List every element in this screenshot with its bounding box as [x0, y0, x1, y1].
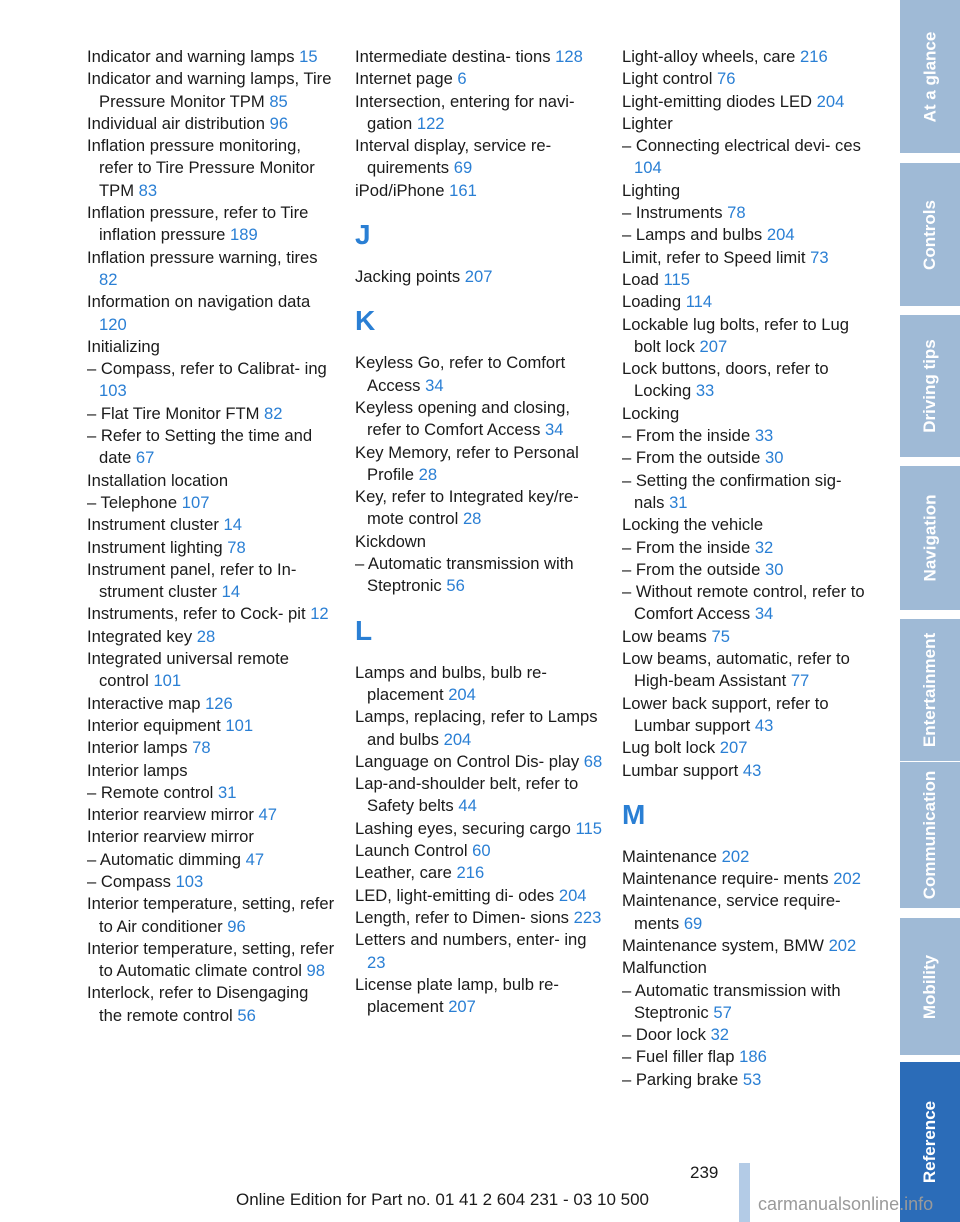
page-link[interactable]: 44: [458, 796, 477, 816]
index-entry: [622, 514, 870, 536]
page-link[interactable]: 207: [719, 738, 748, 758]
index-entry: [87, 871, 335, 893]
index-entry: [622, 890, 870, 935]
index-entry: [355, 46, 603, 68]
index-entry: [622, 403, 870, 425]
page-link[interactable]: 223: [573, 907, 602, 927]
page-link[interactable]: 23: [367, 952, 386, 972]
index-term: Information on navigation data: [87, 292, 311, 312]
tab-label: Controls: [920, 199, 940, 270]
index-entry: [87, 247, 335, 292]
index-term: – Refer to Setting the time and date: [87, 426, 313, 468]
page-link[interactable]: 78: [727, 203, 746, 223]
tab-mobility[interactable]: [900, 918, 960, 1055]
index-entry: [622, 247, 870, 269]
index-term: Locking: [622, 403, 680, 423]
index-term: – Compass: [87, 871, 171, 891]
page-link[interactable]: 67: [135, 448, 155, 468]
page-link[interactable]: 207: [464, 267, 493, 287]
page-link[interactable]: 202: [828, 935, 857, 955]
index-entry: [87, 291, 335, 336]
index-term: Instrument panel, refer to In‐ strument cluster: [87, 559, 297, 602]
page-link[interactable]: 34: [545, 420, 564, 440]
page-link[interactable]: 31: [669, 492, 688, 512]
page-link[interactable]: 96: [227, 916, 246, 936]
index-entry: [355, 773, 603, 818]
page-link[interactable]: 128: [555, 47, 583, 66]
index-entry: [355, 751, 603, 773]
index-entry: [87, 648, 335, 693]
page-link[interactable]: 204: [448, 684, 476, 704]
index-term: Letters and numbers, enter‐ ing: [355, 930, 587, 950]
page-link[interactable]: 34: [425, 375, 444, 395]
index-entry: [622, 868, 870, 890]
page-link[interactable]: 202: [721, 846, 750, 866]
index-entry: [87, 470, 335, 492]
index-entry: [622, 1024, 870, 1046]
index-entry: [355, 662, 603, 707]
index-entry: [355, 818, 603, 840]
index-entry: [622, 68, 870, 90]
index-column-2: [355, 46, 603, 1018]
page-link[interactable]: 33: [754, 426, 774, 446]
index-entry: [622, 1069, 870, 1091]
index-entry: [87, 135, 335, 202]
section-letter-k: K: [355, 305, 376, 337]
index-entry: [355, 442, 603, 487]
tab-label: Mobility: [920, 954, 939, 1019]
page-link[interactable]: 189: [230, 225, 258, 245]
page-link[interactable]: 69: [683, 913, 703, 933]
page-link[interactable]: 53: [742, 1069, 762, 1089]
index-term: Malfunction: [622, 958, 707, 978]
index-entry: [355, 885, 603, 907]
index-term: Interior rearview mirror: [87, 827, 254, 847]
index-term: Indicator and warning lamps, Tire Pressure Monitor TPM: [87, 69, 332, 111]
page-link[interactable]: 43: [754, 715, 774, 735]
tab-label: Driving tips: [920, 339, 940, 433]
index-entry: [87, 559, 335, 604]
index-entry: [622, 581, 870, 626]
page-link[interactable]: 83: [138, 180, 158, 200]
index-term: iPod/iPhone: [355, 180, 445, 200]
index-column-1: [87, 46, 335, 1027]
page-link[interactable]: 115: [663, 269, 691, 289]
page-link[interactable]: 12: [310, 604, 329, 624]
page-link[interactable]: 216: [456, 863, 485, 883]
index-entry: [355, 531, 603, 553]
index-term: Integrated key: [87, 626, 193, 646]
index-term: Lock buttons, doors, refer to Locking: [622, 359, 829, 401]
section-letter-j: J: [355, 219, 371, 251]
index-term: – Remote control: [87, 782, 214, 802]
index-entry: [87, 626, 335, 648]
index-term: – From the outside: [622, 559, 761, 579]
index-entry: [87, 760, 335, 782]
index-term: Instrument lighting: [87, 537, 223, 557]
page-link[interactable]: 56: [446, 576, 465, 596]
page-link[interactable]: 82: [99, 269, 118, 289]
index-entry: [87, 938, 335, 983]
tab-navigation[interactable]: [900, 466, 960, 610]
index-entry: [622, 224, 870, 246]
index-entry: [622, 693, 870, 738]
index-column-3: [622, 46, 870, 1091]
page-link[interactable]: 14: [221, 582, 241, 602]
page-link[interactable]: 28: [418, 464, 438, 484]
index-entry: [622, 537, 870, 559]
index-term: – Parking brake: [622, 1069, 739, 1089]
index-entry: [622, 46, 870, 68]
index-entry: [622, 648, 870, 693]
index-term: Installation location: [87, 470, 229, 490]
index-term: Lighting: [622, 180, 681, 200]
index-term: LED, light-emitting di‐ odes: [355, 885, 555, 905]
page-link[interactable]: 103: [99, 381, 127, 401]
index-term: Individual air distribution: [87, 113, 266, 133]
index-term: Lumbar support: [622, 760, 739, 780]
index-entry: [622, 1046, 870, 1068]
chapter-sidebar: [900, 0, 960, 1222]
page-link[interactable]: 104: [634, 158, 662, 178]
page-link[interactable]: 98: [306, 961, 325, 981]
page-link[interactable]: 114: [685, 292, 713, 312]
index-entry: [87, 425, 335, 470]
index-entry: [622, 314, 870, 359]
index-entry: [622, 269, 870, 291]
index-entry: [87, 403, 335, 425]
index-term: – Compass, refer to Calibrat‐ ing: [87, 359, 327, 379]
index-entry: [622, 447, 870, 469]
index-entry: [355, 266, 603, 288]
index-term: Inflation pressure monitoring, refer to Tire Pressure Monitor TPM: [87, 136, 315, 200]
index-term: – Instruments: [622, 203, 723, 223]
index-entry: [622, 113, 870, 135]
page-link[interactable]: 120: [99, 314, 127, 334]
page-link[interactable]: 96: [269, 113, 289, 133]
page-link[interactable]: 216: [800, 47, 828, 66]
index-entry: [622, 180, 870, 202]
page-link[interactable]: 107: [181, 492, 210, 512]
tab-label: Navigation: [920, 494, 939, 582]
page-link[interactable]: 47: [245, 849, 265, 869]
index-term: – Automatic transmission with Steptronic: [622, 980, 841, 1022]
index-term: Length, refer to Dimen‐ sions: [355, 907, 569, 927]
index-entry: [622, 626, 870, 648]
page-link[interactable]: 76: [717, 69, 736, 89]
page-link[interactable]: 207: [448, 997, 476, 1017]
index-term: – Door lock: [622, 1025, 706, 1045]
index-term: – Automatic dimming: [87, 849, 242, 869]
page-link[interactable]: 85: [269, 91, 288, 111]
index-term: Integrated universal remote control: [87, 649, 290, 691]
page-link[interactable]: 207: [699, 336, 728, 356]
index-entry: [87, 46, 335, 68]
index-term: Inflation pressure warning, tires: [87, 247, 318, 267]
page-link[interactable]: 78: [227, 537, 246, 557]
index-entry: [622, 957, 870, 979]
index-entry: [622, 425, 870, 447]
index-entry: [87, 693, 335, 715]
page-link[interactable]: 69: [453, 158, 473, 178]
index-term: Light-emitting diodes LED: [622, 91, 813, 111]
index-term: Key Memory, refer to Personal Profile: [355, 442, 579, 484]
page-link[interactable]: 78: [192, 738, 211, 758]
index-entry: [355, 974, 603, 1019]
index-term: Light-alloy wheels, care: [622, 47, 796, 66]
index-term: Lockable lug bolts, refer to Lug bolt lock: [622, 314, 849, 356]
page-link[interactable]: 186: [739, 1047, 767, 1067]
index-entry: [622, 846, 870, 868]
index-entry: [87, 826, 335, 848]
index-term: – Automatic transmission with Steptronic: [355, 554, 574, 596]
index-entry: [622, 470, 870, 515]
index-entry: [622, 935, 870, 957]
index-entry: [87, 849, 335, 871]
index-entry: [355, 706, 603, 751]
index-entry: [622, 202, 870, 224]
index-term: Launch Control: [355, 841, 468, 861]
page-link[interactable]: 57: [713, 1002, 732, 1022]
index-entry: [87, 715, 335, 737]
page-link[interactable]: 14: [223, 515, 242, 535]
page-link[interactable]: 75: [711, 626, 730, 646]
index-term: Maintenance require‐ ments: [622, 869, 829, 889]
index-entry: [87, 514, 335, 536]
index-entry: [355, 486, 603, 531]
index-entry: [622, 559, 870, 581]
page-link[interactable]: 202: [833, 869, 861, 889]
index-term: Light control: [622, 69, 713, 89]
index-entry: [622, 737, 870, 759]
index-term: – Connecting electrical devi‐ ces: [622, 136, 861, 156]
index-term: Indicator and warning lamps: [87, 47, 295, 66]
index-entry: [87, 358, 335, 403]
index-entry: [622, 135, 870, 180]
index-entry: [622, 291, 870, 313]
page-link[interactable]: 33: [695, 381, 715, 401]
page-number: 239: [690, 1163, 719, 1182]
section-letter-m: M: [622, 798, 646, 830]
index-term: Low beams: [622, 626, 707, 646]
index-entry: [355, 553, 603, 598]
index-term: Interior temperature, setting, refer to Air conditioner: [87, 894, 335, 936]
index-entry: [355, 180, 603, 202]
index-term: – Without remote control, refer to Comfort Access: [622, 582, 865, 624]
index-term: Limit, refer to Speed limit: [622, 247, 806, 267]
page-link[interactable]: 6: [457, 69, 467, 89]
index-term: Leather, care: [355, 863, 452, 883]
page-link[interactable]: 34: [754, 604, 774, 624]
index-term: Interior temperature, setting, refer to Automatic climate control: [87, 938, 335, 981]
tab-entertainment[interactable]: [900, 619, 960, 761]
index-entry: [87, 782, 335, 804]
page-link[interactable]: 30: [764, 559, 784, 579]
page-link[interactable]: 30: [764, 448, 784, 468]
index-term: Interior rearview mirror: [87, 805, 254, 825]
index-entry: [87, 336, 335, 358]
tab-label: Communication: [920, 770, 940, 900]
page-link[interactable]: 161: [449, 180, 477, 200]
index-entry: [355, 840, 603, 862]
index-term: Interior lamps: [87, 760, 188, 780]
page-link[interactable]: 204: [816, 91, 845, 111]
section-letter-l: L: [355, 614, 373, 646]
page-link[interactable]: 56: [237, 1005, 256, 1025]
index-entry: [622, 760, 870, 782]
index-term: – From the outside: [622, 448, 761, 468]
index-entry: [622, 358, 870, 403]
index-term: Initializing: [87, 336, 160, 356]
index-term: Jacking points: [355, 267, 461, 287]
page-link[interactable]: 204: [766, 225, 795, 245]
index-entry: [355, 907, 603, 929]
index-entry: [622, 91, 870, 113]
index-entry: [87, 113, 335, 135]
index-entry: [355, 397, 603, 442]
page-link[interactable]: 101: [225, 715, 254, 735]
index-term: – Flat Tire Monitor FTM: [87, 403, 260, 423]
page-link[interactable]: 60: [472, 841, 491, 861]
index-term: Intersection, entering for navi‐ gation: [355, 91, 575, 133]
index-entry: [355, 352, 603, 397]
index-term: Interlock, refer to Disengaging the remote control: [87, 983, 309, 1025]
index-entry: [355, 91, 603, 136]
index-entry: [87, 737, 335, 759]
index-entry: [355, 68, 603, 90]
index-term: Instruments, refer to Cock‐ pit: [87, 604, 306, 624]
index-term: – Fuel filler flap: [622, 1047, 735, 1067]
index-term: Lower back support, refer to Lumbar support: [622, 693, 829, 735]
tab-label: At a glance: [920, 31, 940, 122]
page-link[interactable]: 122: [416, 113, 445, 133]
index-term: Key, refer to Integrated key/re‐ mote control: [355, 487, 579, 529]
index-term: Maintenance system, BMW: [622, 935, 824, 955]
page-link[interactable]: 28: [462, 509, 482, 529]
index-entry: [355, 135, 603, 180]
index-term: Locking the vehicle: [622, 515, 764, 535]
page-link[interactable]: 32: [710, 1025, 730, 1045]
tab-driving-tips[interactable]: [900, 315, 960, 457]
index-term: Lamps and bulbs, bulb re‐ placement: [355, 662, 547, 704]
index-term: Lighter: [622, 113, 673, 133]
index-term: Load: [622, 269, 659, 289]
index-term: Inflation pressure, refer to Tire inflation pressure: [87, 203, 309, 245]
page-link[interactable]: 126: [205, 693, 233, 713]
index-term: Kickdown: [355, 531, 427, 551]
tab-communication[interactable]: [900, 762, 960, 908]
index-term: Interactive map: [87, 693, 201, 713]
index-term: – From the inside: [622, 426, 751, 446]
index-term: Keyless Go, refer to Comfort Access: [355, 353, 566, 395]
footer-text: Online Edition for Part no. 01 41 2 604 231 - 03 10 500: [235, 1190, 649, 1209]
index-term: Lamps, replacing, refer to Lamps and bulbs: [355, 707, 598, 749]
index-term: Internet page: [355, 69, 453, 89]
page-link[interactable]: 204: [558, 885, 587, 905]
index-term: Keyless opening and closing, refer to Comfort Access: [355, 397, 570, 440]
page-link[interactable]: 101: [153, 671, 182, 691]
index-term: – Setting the confirmation sig‐ nals: [622, 470, 842, 512]
page-link[interactable]: 43: [742, 760, 762, 780]
tab-label: Reference: [920, 1100, 939, 1184]
page-link[interactable]: 28: [196, 626, 216, 646]
page-link[interactable]: 77: [790, 671, 810, 691]
index-entry: [87, 603, 335, 625]
index-entry: [87, 492, 335, 514]
index-term: Lug bolt lock: [622, 738, 716, 758]
page-link[interactable]: 68: [583, 751, 603, 771]
index-entry: [87, 68, 335, 113]
index-term: Lashing eyes, securing cargo: [355, 818, 571, 838]
index-entry: [87, 202, 335, 247]
page-link[interactable]: 31: [217, 782, 237, 802]
index-term: Instrument cluster: [87, 515, 219, 535]
index-term: Interior equipment: [87, 715, 221, 735]
page-link[interactable]: 103: [175, 871, 204, 891]
index-term: – Lamps and bulbs: [622, 225, 763, 245]
index-term: License plate lamp, bulb re‐ placement: [355, 974, 559, 1017]
index-entry: [355, 862, 603, 884]
index-entry: [355, 929, 603, 974]
index-entry: [87, 893, 335, 938]
index-term: Maintenance: [622, 846, 718, 866]
index-term: Lap-and-shoulder belt, refer to Safety belts: [355, 774, 579, 816]
page-link[interactable]: 15: [299, 47, 318, 66]
tab-label: Entertainment: [920, 632, 940, 748]
index-term: Interval display, service re‐ quirements: [355, 136, 552, 178]
tab-controls[interactable]: [900, 163, 960, 306]
index-term: Low beams, automatic, refer to High-beam Assistant: [622, 649, 850, 691]
index-entry: [87, 537, 335, 559]
index-term: – From the inside: [622, 537, 751, 557]
index-term: Intermediate destina‐ tions: [355, 47, 551, 66]
index-term: – Telephone: [87, 492, 178, 512]
index-entry: [87, 804, 335, 826]
index-entry: [622, 980, 870, 1025]
page-link[interactable]: 73: [810, 247, 829, 267]
page-link[interactable]: 204: [443, 729, 472, 749]
page-link[interactable]: 115: [575, 818, 602, 838]
watermark: carmanualsonline.info: [758, 1194, 934, 1214]
index-entry: [87, 982, 335, 1027]
page-link[interactable]: 32: [754, 537, 774, 557]
tab-at-a-glance[interactable]: [900, 0, 960, 153]
index-term: Interior lamps: [87, 738, 188, 758]
page-link[interactable]: 47: [258, 805, 277, 825]
index-term: Loading: [622, 292, 682, 312]
index-term: Language on Control Dis‐ play: [355, 751, 580, 771]
page-link[interactable]: 82: [264, 403, 283, 423]
index-term: Maintenance, service require‐ ments: [622, 891, 841, 933]
